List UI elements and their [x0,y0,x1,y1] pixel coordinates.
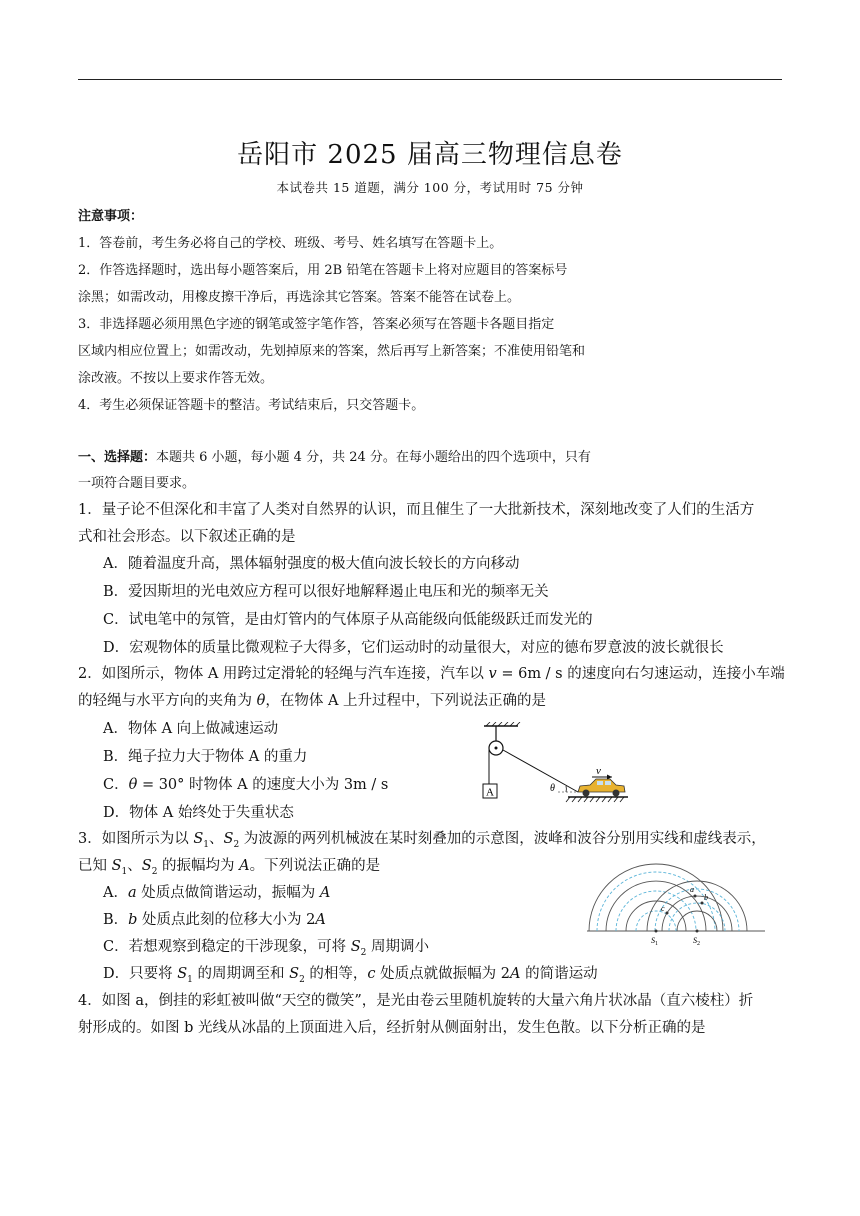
section1-intro: 一、选择题：本题共 6 小题，每小题 4 分，共 24 分。在每小题给出的四个选项中，只有 [78,450,591,465]
q3-stem: 3．如图所示为以 $S_1$、$S_2$ 为波源的两列机械波在某时刻叠加的示意图，波峰和波谷分别用实线和虚线表示， [78,831,766,850]
section1-heading: 一、选择题： [78,450,157,465]
point-c-label: c [661,904,665,913]
notes-line: 区域内相应位置上；如需改动，先划掉原来的答案，然后再写上新答案；不准使用铅笔和 [78,344,586,359]
q1-option-c: C．试电笔中的氖管，是由灯管内的气体原子从高能级向低能级跃迁而发光的 [103,612,593,628]
q4-stem: 4．如图 a，倒挂的彩虹被叫做“天空的微笑”，是光由卷云里随机旋转的大量六角片状冰晶（直六棱柱）折 [78,993,754,1009]
q3-stem-2: 已知 $S_1$、$S_2$ 的振幅均为 A。下列说法正确的是 [78,858,381,877]
q1-option-b: B．爱因斯坦的光电效应方程可以很好地解释遏止电压和光的频率无关 [103,584,549,600]
source-s2-label: $S_2$ [693,936,700,947]
point-a-label: a [690,885,694,894]
q2-stem-2: 的轻绳与水平方向的夹角为 θ，在物体 A 上升过程中，下列说法正确的是 [78,693,547,709]
notes-line: 涂改液。不按以上要求作答无效。 [78,371,274,386]
pulley-car-figure [478,722,628,808]
notes-line: 涂黑；如需改动，用橡皮擦干净后，再选涂其它答案。答案不能答在试卷上。 [78,290,521,305]
notes-heading: 注意事项： [78,209,144,224]
block-a-label: A [486,786,494,799]
q1-option-a: A．随着温度升高，黑体辐射强度的极大值向波长较长的方向移动 [103,556,520,572]
q1-option-d: D．宏观物体的质量比微观粒子大得多，它们运动时的动量很大，对应的德布罗意波的波长就很长 [103,640,724,656]
notes-line: 1．答卷前，考生务必将自己的学校、班级、考号、姓名填写在答题卡上。 [78,236,503,251]
q3-option-c: C．若想观察到稳定的干涉现象，可将 $S_2$ 周期调小 [103,939,429,958]
q3-option-d: D．只要将 $S_1$ 的周期调至和 $S_2$ 的相等，c 处质点就做振幅为 2A 的简谐运动 [103,966,598,985]
source-s1-label: $S_1$ [651,936,658,947]
notes-line: 3．非选择题必须用黑色字迹的钢笔或签字笔作答，答案必须写在答题卡各题目指定 [78,317,555,332]
point-b-label: b [704,893,708,902]
q1-stem-2: 式和社会形态。以下叙述正确的是 [78,529,296,545]
angle-label: θ [550,783,555,794]
car-icon [578,779,625,797]
exam-subtitle: 本试卷共 15 道题，满分 100 分，考试用时 75 分钟 [276,180,584,195]
velocity-label: v [596,765,601,777]
q1-stem: 1．量子论不但深化和丰富了人类对自然界的认识，而且催生了一大批新技术，深刻地改变了人们的生活方 [78,502,755,518]
exam-title: 岳阳市 2025 届高三物理信息卷 [237,140,623,170]
q4-stem-2: 射形成的。如图 b 光线从冰晶的上顶面进入后，经折射从侧面射出，发生色散。以下分析正确的是 [78,1020,706,1036]
q2-option-c: C．θ = 30° 时物体 A 的速度大小为 3m / s [103,777,389,793]
q2-stem: 2．如图所示，物体 A 用跨过定滑轮的轻绳与汽车连接，汽车以 v = 6m / s 的速度向右匀速运动，连接小车端 [78,666,785,682]
q2-option-b: B．绳子拉力大于物体 A 的重力 [103,749,308,765]
q3-option-a: A．a 处质点做简谐运动，振幅为 A [103,885,331,901]
notes-line: 2．作答选择题时，选出每小题答案后，用 2B 铅笔在答题卡上将对应题目的答案标号 [78,263,568,278]
section1-intro-2: 一项符合题目要求。 [78,476,196,491]
q2-option-a: A．物体 A 向上做减速运动 [103,721,279,737]
notes-line: 4．考生必须保证答题卡的整洁。考试结束后，只交答题卡。 [78,398,425,413]
header-rule [78,79,782,80]
q3-option-b: B．b 处质点此刻的位移大小为 2A [103,912,326,928]
wave-interference-figure [585,858,767,950]
q2-option-d: D．物体 A 始终处于失重状态 [103,805,294,821]
